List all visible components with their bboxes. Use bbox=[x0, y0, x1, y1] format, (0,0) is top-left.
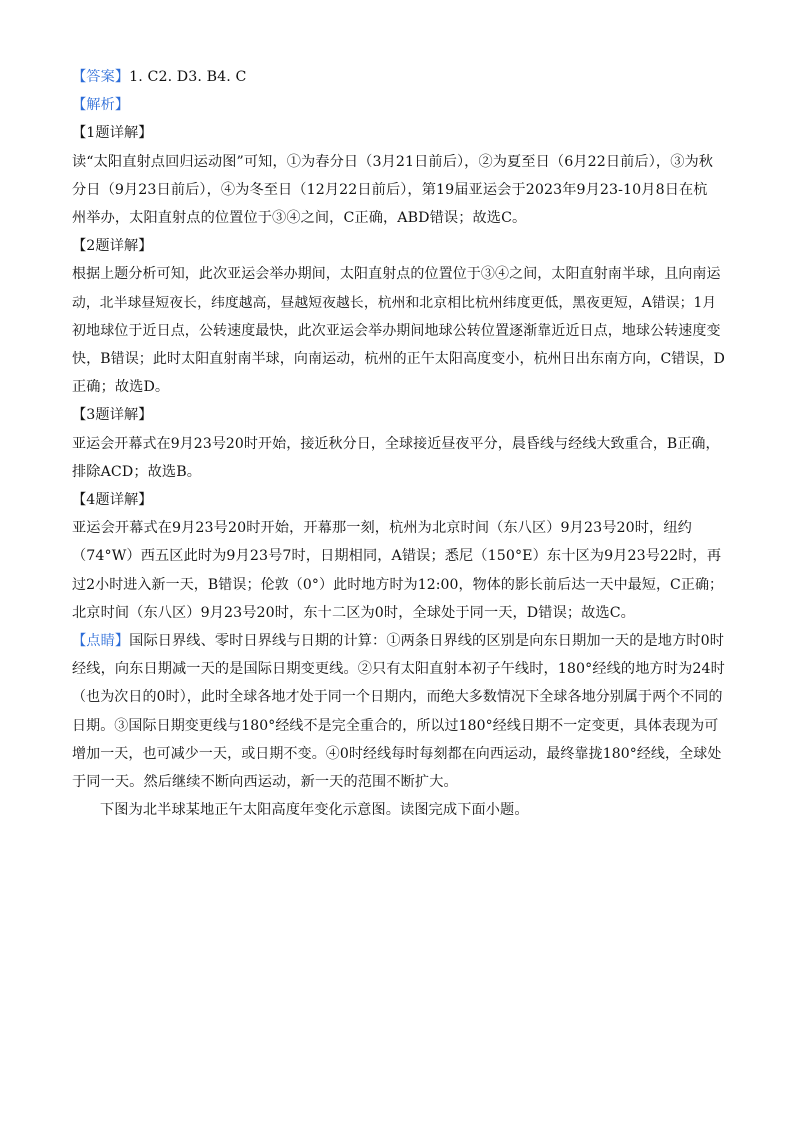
q1-line: 分日（9月23日前后），④为冬至日（12月22日前后），第19届亚运会于2023年9月23-10月8日在杭 bbox=[72, 181, 708, 198]
document-page bbox=[72, 63, 724, 824]
q2-line: 正确；故选D。 bbox=[72, 379, 170, 396]
answer-text: 1. C2. D3. B4. C bbox=[129, 69, 247, 85]
answer-line bbox=[72, 63, 724, 91]
q2-heading: 【2题详解】 bbox=[72, 238, 153, 255]
q3-line: 排除ACD；故选B。 bbox=[72, 463, 202, 480]
q4-line: （74°W）西五区此时为9月23号7时，日期相同，A错误；悉尼（150°E）东十区为9月23号22时，再 bbox=[72, 548, 722, 565]
q2-line: 快，B错误；此时太阳直射南半球，向南运动，杭州的正午太阳高度变小，杭州日出东南方向，C错误，D bbox=[72, 351, 725, 368]
q2-line: 动，北半球昼短夜长，纬度越高，昼越短夜越长，杭州和北京相比杭州纬度更低，黑夜更短，A错误；1月 bbox=[72, 294, 717, 311]
q3-heading: 【3题详解】 bbox=[72, 407, 153, 424]
tip-line: 日期。③国际日期变更线与180°经线不是完全重合的，所以过180°经线日期不一定变更，具体表现为可 bbox=[72, 717, 719, 734]
q1-line: 州举办，太阳直射点的位置位于③④之间，C正确，ABD错误；故选C。 bbox=[72, 210, 527, 227]
q4-heading: 【4题详解】 bbox=[72, 492, 153, 509]
tip-line: 于同一天。然后继续不断向西运动，新一天的范围不断扩大。 bbox=[72, 774, 458, 791]
q2-line: 根据上题分析可知，此次亚运会举办期间，太阳直射点的位置位于③④之间，太阳直射南半球，且向南运 bbox=[72, 266, 721, 283]
q4-line: 亚运会开幕式在9月23号20时开始，开幕那一刻，杭州为北京时间（东八区）9月23号20时，纽约 bbox=[72, 520, 692, 537]
q1-line: 读“太阳直射点回归运动图”可知，①为春分日（3月21日前后），②为夏至日（6月22日前后），③为秋 bbox=[72, 153, 714, 170]
q4-line: 过2小时进入新一天，B错误；伦敦（0°）此时地方时为12:00，物体的影长前后达一天中最短，C正确； bbox=[72, 576, 724, 593]
q4-line: 北京时间（东八区）9月23号20时，东十二区为0时，全球处于同一天，D错误；故选C。 bbox=[72, 604, 635, 621]
q1-heading: 【1题详解】 bbox=[72, 125, 153, 142]
analysis-heading: 【解析】 bbox=[72, 97, 130, 114]
next-question-intro: 下图为北半球某地正午太阳高度年变化示意图。读图完成下面小题。 bbox=[100, 802, 529, 819]
q2-line: 初地球位于近日点，公转速度最快，此次亚运会举办期间地球公转位置逐渐靠近近日点，地球公转速度变 bbox=[72, 322, 721, 339]
tip-line: 增加一天，也可减少一天，或日期不变。④0时经线每时每刻都在向西运动，最终靠拢180°经线，全球处 bbox=[72, 745, 722, 762]
tip-tag: 【点睛】 bbox=[72, 633, 130, 650]
tip-first-text: 国际日界线、零时日界线与日期的计算：①两条日界线的区别是向东日期加一天的是地方时0时 bbox=[129, 633, 725, 650]
answer-tag: 【答案】 bbox=[72, 69, 130, 85]
tip-line: 经线，向东日期减一天的是国际日期变更线。②只有太阳直射本初子午线时，180°经线的地方时为24时 bbox=[72, 661, 725, 678]
tip-line: （也为次日的0时），此时全球各地才处于同一个日期内，而绝大多数情况下全球各地分别属于两个不同的 bbox=[72, 689, 723, 706]
q3-line: 亚运会开幕式在9月23号20时开始，接近秋分日，全球接近昼夜平分，晨昏线与经线大致重合，B正确， bbox=[72, 435, 720, 452]
tip-first-line bbox=[72, 627, 724, 655]
